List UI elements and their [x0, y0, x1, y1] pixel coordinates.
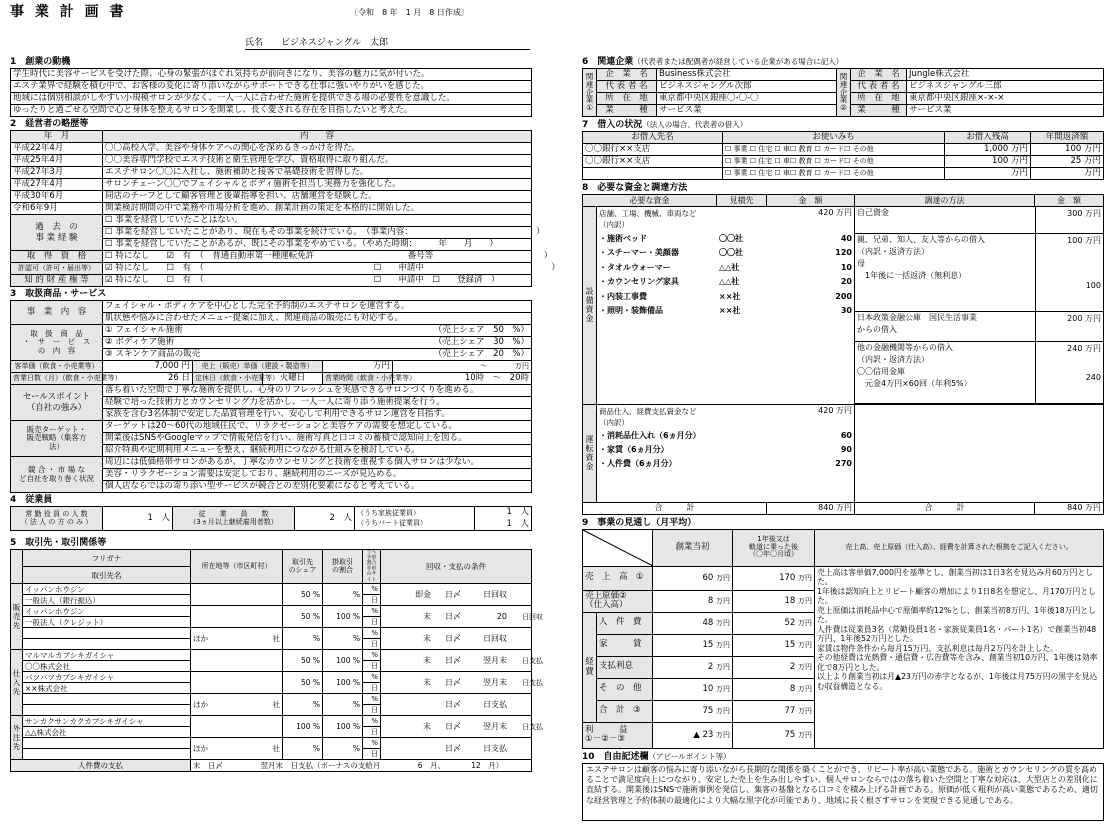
sales-point-1[interactable]: 落ち着いた空間で丁寧な施術を提供し、心身のリフレッシュを実感できるサロンづくりを進める。 [103, 385, 532, 397]
related-row [583, 69, 1104, 81]
past-option-3[interactable]: ☐ 事業を経営していたことがあるが、既にその事業をやめている。（やめた時期： 年 月 ） [103, 239, 532, 251]
bill-days[interactable]: 日 [363, 661, 381, 672]
partner-address[interactable] [191, 716, 283, 738]
bill-ratio[interactable]: % [363, 650, 381, 661]
partner-name[interactable]: △△株式会社 [23, 727, 191, 738]
equipment-item[interactable]: ・カウンセリング家具 △△社 20 [599, 277, 852, 287]
partner-cash-ratio[interactable]: % [323, 628, 363, 650]
officer-count[interactable]: 1 人 [103, 507, 173, 531]
career-row [11, 143, 532, 155]
section-7-note: （法人の場合、代表者の借入） [642, 120, 748, 129]
operating-total[interactable]: 420 万円 [818, 405, 852, 415]
partner-conditions[interactable]: 日〆 日支払 [381, 694, 532, 716]
partner-conditions[interactable]: 末 日〆 翌月末 日支払 [381, 672, 532, 694]
unit-price-label: 客単価（飲食・小売業等） [11, 361, 103, 373]
funding-total-label: 合 計 [855, 502, 1035, 514]
career-content[interactable]: 〇〇高校入学。美容や身体ケアへの関心を深めるきっかけを得た。 [103, 143, 532, 155]
funding-method-amount[interactable]: 100 万円 100 [1035, 233, 1103, 311]
license-field[interactable]: ☐ 特になし ☑ 有 （ 普通自動車第一種運転免許 番号等 ） [103, 251, 532, 263]
sales-point-3[interactable]: 家族を含む3名体制で安定した品質管理を行い、安心して利用できるサロン運営を目指す。 [103, 409, 532, 421]
partner-address[interactable] [191, 650, 283, 672]
partner-address[interactable]: ほか 社 [191, 628, 283, 650]
col-kana: フリガナ [23, 550, 191, 567]
loan-purpose-checkboxes[interactable]: ☐ 事業 ☐ 住宅 ☐ 車☐ 教育 ☐ カード☐ その他 [723, 168, 945, 180]
related-company-1-value[interactable]: サービス業 [657, 105, 837, 117]
partner-row [11, 716, 532, 727]
funding-method-row [855, 207, 1103, 233]
col-purpose: お使いみち [723, 132, 945, 144]
funding-method-amount[interactable]: 200 万円 [1035, 311, 1103, 341]
funding-total[interactable]: 840 万円 [1035, 502, 1104, 514]
loans-table [582, 131, 1104, 180]
officer-count-label: 常 勤 役 員 の 人 数 （ 法 人 の 方 の み ） [11, 507, 103, 531]
related-company-1-value[interactable]: Business株式会社 [657, 69, 837, 81]
outlook-row [583, 566, 1104, 590]
partner-group-label: 外 注 先 [11, 716, 23, 760]
outlook-initial-value[interactable]: 15 万円 [653, 634, 733, 656]
operating-funds-label: 運 転 資 金 [583, 404, 597, 502]
section-6-title: 6 関連企業（代表者または配偶者が経営している企業がある場合に記入） [582, 57, 844, 67]
related-company-2-value[interactable]: Jungle株式会社 [907, 69, 1104, 81]
competition-2[interactable]: 美容・リラクゼーション需要は安定しており、継続利用のニーズが見込める。 [103, 469, 532, 481]
career-row [11, 179, 532, 191]
col-amount: 金 額 [767, 195, 855, 207]
payroll-label: 人件費の支払 [11, 760, 191, 772]
career-row [11, 191, 532, 203]
col-repay: 年間返済額 [1031, 132, 1104, 144]
loan-lender[interactable]: 〇〇銀行××支店 [583, 156, 723, 168]
partner-row [11, 628, 532, 639]
partner-name[interactable] [23, 749, 191, 760]
col-amount2: 金 額 [1035, 195, 1104, 207]
outlook-item-label: 利 益 ①－②－③ [583, 722, 653, 748]
motive-line[interactable]: 地域には個別相談がしやすい小規模サロンが少なく、一人一人に合わせた施術を提供できる場の必要性を意識した。 [11, 93, 532, 105]
partner-row [11, 650, 532, 661]
goal-value[interactable]: 万円 [323, 361, 393, 373]
partner-row [11, 694, 532, 705]
partner-cash-ratio[interactable]: % [323, 584, 363, 606]
col-partner-name: 取引先名 [23, 567, 191, 584]
section-2-title: 2 経営者の略歴等 [10, 119, 89, 129]
outlook-after-value[interactable]: 15 万円 [733, 634, 815, 656]
related-company-2-value[interactable]: サービス業 [907, 105, 1104, 117]
equipment-total[interactable]: 420 万円 [818, 208, 852, 217]
partner-corner [11, 550, 23, 584]
career-content[interactable]: 開業検討期間の中で業務や市場分析を進め、創業計画の策定を本格的に開始した。 [103, 203, 532, 215]
outlook-item-label: 売上原価② （仕入高） [583, 590, 653, 612]
partner-conditions[interactable]: 末 日〆 20 日回収 [381, 606, 532, 628]
ip-label: 知 的 財 産 権 等 [11, 275, 103, 287]
career-year[interactable]: 平成22年4月 [11, 143, 103, 155]
bill-ratio[interactable]: % [363, 584, 381, 595]
career-content[interactable]: 〇〇美容専門学校でエステ技術と衛生管理を学び、資格取得に取り組んだ。 [103, 155, 532, 167]
free-description[interactable]: エステサロンは顧客の悩みに寄り添いながら長期的な関係を築くことができ、リピート率が高い業態である。施術とカウンセリングの質を高めることで満足度向上につながり、安定した売上を生み出しやすい。個人サロンならではの落ち着いた空間と丁寧な対応は、大型店との差別化に直結する。開業後はSNSで施術事例を発信し、集客の基盤となる口コミを積み上げる計画である。原価が低く粗利が高い業態であるため、適切な経営管理と予約体制の最適化により大幅な黒字化が可能であり、地域に長く根ざすサロンを実現できる見通しである。 [582, 763, 1104, 821]
right-column [582, 56, 1104, 821]
section-7-title: 7 借入の状況（法人の場合、代表者の借入） [582, 120, 748, 130]
equipment-item[interactable]: ・照明・装飾備品 ××社 30 [599, 306, 852, 316]
applicant-name-line [245, 38, 530, 50]
col-bill: うち手形割合 手形のサイト [363, 550, 381, 584]
outlook-item-label: そ の 他 [597, 678, 653, 700]
partner-kana[interactable]: サンカクサンカクカブシキガイシャ [23, 716, 191, 727]
goal-label: 売上（販売）単価（建設・製造等） [193, 361, 323, 373]
target-3[interactable]: 紹介特典や定期利用メニューを整え、継続利用につながる仕組みを検討している。 [103, 445, 532, 457]
section-8-title: 8 必要な資金と調達方法 [582, 183, 688, 193]
funding-method-text[interactable]: 他の金融機関等からの借入 （内訳・返済方法） 〇〇信用金庫 元金4万円×60回（年利5%） [855, 341, 1035, 403]
partner-kana[interactable]: バツバツカブシキガイシャ [23, 672, 191, 683]
section-9-title: 9 事業の見通し（月平均） [582, 517, 697, 528]
partner-name[interactable] [23, 705, 191, 716]
permit-field[interactable]: ☑ 特になし ☐ 有 （ ☐ 申請中 ） [103, 263, 532, 275]
loan-annual-repayment[interactable]: 万円 [1031, 168, 1104, 180]
partner-share[interactable]: % [283, 738, 323, 760]
left-column [10, 56, 560, 772]
outlook-table [582, 529, 1104, 749]
col-basis: 売上高、売上原価（仕入高）、経費を計算された根拠をご記入ください。 [815, 529, 1104, 566]
bill-ratio[interactable]: % [363, 738, 381, 749]
outlook-after-value[interactable]: 75 万円 [733, 722, 815, 748]
partner-row [11, 584, 532, 595]
col-cash: 掛取引 の割合 [323, 550, 363, 584]
outlook-after-value[interactable]: 170 万円 [733, 566, 815, 590]
ip-field[interactable]: ☑ 特になし ☐ 有 （ ☐ 申請中 ☐ 登録済 ） [103, 275, 532, 287]
related-field-label: 代 表 者 名 [851, 81, 907, 93]
funding-methods-box [855, 207, 1104, 405]
loan-lender[interactable] [583, 168, 723, 180]
bill-ratio[interactable]: % [363, 716, 381, 727]
section-3-title: 3 取扱商品・サービス [10, 289, 107, 299]
col-lender: お借入先名 [583, 132, 723, 144]
sales-point-2[interactable]: 経験で培った技術力とカウンセリング力を活かし、一人一人に寄り添う施術提案を行う。 [103, 397, 532, 409]
related-field-label: 業 種 [597, 105, 657, 117]
business-line-2[interactable]: 肌状態や悩みに合わせたメニュー提案に加え、関連商品の販売にも対応する。 [103, 313, 532, 325]
bill-days[interactable]: 日 [363, 683, 381, 694]
applicant-name[interactable]: ビジネスジャングル 太郎 [281, 38, 389, 48]
holiday-value[interactable]: 火曜日 [263, 373, 323, 385]
partner-share[interactable]: 100 % [283, 716, 323, 738]
outlook-after-value[interactable]: 52 万円 [733, 612, 815, 634]
outlook-item-label: 合 計 ③ [597, 700, 653, 722]
competition-3[interactable]: 個人店ならではの寄り添い型サービスが競合との差別化要素になると考えている。 [103, 481, 532, 493]
partner-share[interactable]: % [283, 694, 323, 716]
partner-cash-ratio[interactable]: 100 % [323, 672, 363, 694]
col-content: 内 容 [103, 131, 532, 143]
related-field-label: 所 在 地 [851, 93, 907, 105]
career-content[interactable]: エステサロン〇〇に入社し、施術補助と接客で基礎技術を習得した。 [103, 167, 532, 179]
bill-ratio[interactable]: % [363, 628, 381, 639]
partner-row [11, 606, 532, 617]
funding-method-text[interactable]: 日本政策金融公庫 国民生活事業 からの借入 [855, 311, 1035, 341]
related-field-label: 業 種 [851, 105, 907, 117]
partner-conditions[interactable]: 日〆 日支払 [381, 738, 532, 760]
creation-date: 〔令和 8 年 1 月 8 日作成〕 [350, 8, 469, 17]
related-company-1-value[interactable]: 東京都中央区銀座〇-〇-〇 [657, 93, 837, 105]
outlook-item-label: 人 件 費 [597, 612, 653, 634]
motive-line[interactable]: エステ業界で経験を積む中で、お客様の変化に寄り添いながらサポートできる仕事に強いやりがいを感じた。 [11, 81, 532, 93]
needs-total-label: 合 計 [583, 502, 767, 514]
bill-days[interactable]: 日 [363, 595, 381, 606]
partner-name[interactable]: 一般法人（クレジット） [23, 617, 191, 628]
col-method: 調達の方法 [855, 195, 1035, 207]
employees-table [10, 506, 532, 531]
partner-kana[interactable] [23, 738, 191, 749]
related-company-2-value[interactable]: ビジネスジャングル三郎 [907, 81, 1104, 93]
partner-cash-ratio[interactable]: 100 % [323, 606, 363, 628]
funding-method-amount[interactable]: 300 万円 [1035, 207, 1103, 233]
partner-address[interactable]: ほか 社 [191, 738, 283, 760]
outlook-basis[interactable]: 売上高は客単価7,000円を基準とし、創業当初は1日3名を見込み月60万円とした。 1年後は認知向上とリピート顧客の増加により1日8名を想定し、月170万円とした。 売上原価は消耗品中心で原価率約12%とし、創業当初8万円、1年後18万円とした。 人件費は従業員3名（常勤役員1名・家族従業員1名・パート1名）で創業当初48万円、1年後52万円とした。 家賃は物件条件から毎月15万円、支払利息は毎月2万円を計上した。 その他経費は光熱費・通信費・広告費等を含み、創業当初10万円、1年後は効率化で8万円とした。 以上より創業当初は月▲23万円の赤字となるが、1年後は月75万円の黒字を見込む収益構造となる。 [815, 566, 1104, 748]
equipment-head: 店舗、工場、機械、車両など （内訳） [599, 209, 697, 230]
equipment-funds-label: 設 備 資 金 [583, 207, 597, 405]
operating-head: 商品仕入、経費支払資金など （内訳） [599, 406, 697, 427]
partner-name[interactable]: ××株式会社 [23, 683, 191, 694]
partner-conditions[interactable]: 末 日〆 日回収 [381, 628, 532, 650]
bill-days[interactable]: 日 [363, 727, 381, 738]
loan-row [583, 168, 1104, 180]
target-label: 販売ターゲット・ 販売戦略（集客方 法） [11, 421, 103, 457]
partner-share[interactable]: 50 % [283, 606, 323, 628]
sales-point-label: セールスポイント （自社の強み） [11, 385, 103, 421]
partner-conditions[interactable]: 即金 日〆 日回収 [381, 584, 532, 606]
career-year[interactable]: 平成25年4月 [11, 155, 103, 167]
products-table [10, 300, 532, 493]
business-days-value[interactable]: 26 日 [103, 373, 193, 385]
funding-method-row [855, 233, 1103, 311]
section-4-title: 4 従業員 [10, 495, 53, 505]
partner-cash-ratio[interactable]: % [323, 694, 363, 716]
bill-days[interactable]: 日 [363, 617, 381, 628]
career-year[interactable]: 令和6年9月 [11, 203, 103, 215]
loan-annual-repayment[interactable]: 100 万円 [1031, 144, 1104, 156]
col-estimate: 見積先 [717, 195, 767, 207]
career-year[interactable]: 平成27年3月 [11, 167, 103, 179]
employee-breakdown-labels: （うち家族従業員） （うちパート従業員） [355, 507, 475, 531]
partner-cash-ratio[interactable]: % [323, 738, 363, 760]
career-content[interactable]: 同店のチーフとして顧客管理と後輩指導を担い、店舗運営を経験した。 [103, 191, 532, 203]
funding-method-row [855, 311, 1103, 341]
partner-row [11, 738, 532, 749]
partner-name[interactable]: 〇〇株式会社 [23, 661, 191, 672]
equipment-item[interactable]: ・施術ベッド 〇〇社 40 [599, 233, 852, 243]
career-row [11, 155, 532, 167]
motive-table [10, 68, 532, 117]
target-2[interactable]: 開業後はSNSやGoogleマップで情報発信を行い、施術写真と口コミの蓄積で認知向上を図る。 [103, 433, 532, 445]
loan-balance[interactable]: 100 万円 [945, 156, 1031, 168]
partner-address[interactable] [191, 672, 283, 694]
partner-name[interactable]: 一般法人（銀行振込） [23, 595, 191, 606]
related-company-2-value[interactable]: 東京都中央区銀座×-×-× [907, 93, 1104, 105]
outlook-initial-value[interactable]: ▲ 23 万円 [653, 722, 733, 748]
career-row [11, 203, 532, 215]
career-year[interactable]: 平成27年4月 [11, 179, 103, 191]
holiday-label: 定休日（飲食・小売業等） [193, 373, 263, 385]
col-address: 所在地等（市区町村） [191, 550, 283, 584]
equipment-item[interactable]: ・タオルウォーマー △△社 10 [599, 262, 852, 272]
partner-address[interactable] [191, 606, 283, 628]
col-share: 取引先 のシェア [283, 550, 323, 584]
funding-method-amount[interactable]: 240 万円 240 [1035, 341, 1103, 403]
outlook-initial-value[interactable]: 10 万円 [653, 678, 733, 700]
unit-price-value[interactable]: 7,000 円 [103, 361, 193, 373]
operating-item[interactable]: ・家賃（6ヵ月分） 90 [599, 445, 852, 455]
partners-table [10, 549, 543, 772]
past-experience-label: 過 去 の 事 業 経 験 [11, 215, 103, 251]
loan-balance[interactable]: 万円 [945, 168, 1031, 180]
partner-conditions[interactable]: 末 日〆 翌月末 日支払 [381, 650, 532, 672]
loan-row [583, 144, 1104, 156]
section-10-title: 10 自由記述欄（アピールポイント等） [582, 751, 731, 762]
bill-days[interactable]: 日 [363, 639, 381, 650]
outlook-item-label: 家 賃 [597, 634, 653, 656]
item-1[interactable]: ① フェイシャル施術 （売上シェア 50 %） [103, 325, 532, 337]
outlook-after-value[interactable]: 8 万円 [733, 678, 815, 700]
page-title: 事 業 計 画 書 [10, 4, 127, 20]
outlook-initial-value[interactable]: 60 万円 [653, 566, 733, 590]
partner-kana[interactable]: マルマルカブシキガイシャ [23, 650, 191, 661]
motive-line[interactable]: ゆったりと過ごせる空間で心と身体を整えるサロンを開業し、長く愛される存在を目指したいと考えた。 [11, 105, 532, 117]
partner-group-label: 販 売 先 [11, 584, 23, 650]
section-5-title: 5 取引先・取引関係等 [10, 538, 107, 548]
outlook-initial-value[interactable]: 8 万円 [653, 590, 733, 612]
equipment-funds-box [597, 207, 855, 405]
loan-annual-repayment[interactable]: 25 万円 [1031, 156, 1104, 168]
loan-lender[interactable]: 〇〇銀行××支店 [583, 144, 723, 156]
loan-purpose-checkboxes[interactable]: ☐ 事業 ☐ 住宅 ☐ 車☐ 教育 ☐ カード☐ その他 [723, 144, 945, 156]
business-line-1[interactable]: フェイシャル・ボディケアを中心とした完全予約制のエステサロンを運営する。 [103, 301, 532, 313]
employee-count-label: 従 業 員 数 （3ヵ月以上継続雇用者数） [173, 507, 295, 531]
bill-ratio[interactable]: % [363, 606, 381, 617]
funding-method-text[interactable]: 親、兄弟、知人、友人等からの借入 （内訳・返済方法） 母 1年後に一括返済（無利息） [855, 233, 1035, 311]
operating-item[interactable]: ・消耗品仕入れ（6ヵ月分） 60 [599, 431, 852, 441]
section-10-note: （アピールポイント等） [648, 751, 731, 761]
outlook-after-value[interactable]: 18 万円 [733, 590, 815, 612]
career-table [10, 130, 560, 287]
items-label: 取 扱 商 品 ・ サ ー ビ ス の 内 容 [11, 325, 103, 361]
partner-kana[interactable] [23, 694, 191, 705]
funding-blank [855, 404, 1104, 502]
item-2[interactable]: ② ボディケア施術 （売上シェア 30 %） [103, 337, 532, 349]
related-field-label: 所 在 地 [597, 93, 657, 105]
outlook-initial-value[interactable]: 2 万円 [653, 656, 733, 678]
loan-row [583, 156, 1104, 168]
col-balance: お借入残高 [945, 132, 1031, 144]
partner-cash-ratio[interactable]: 100 % [323, 716, 363, 738]
partner-address[interactable]: ほか 社 [191, 694, 283, 716]
operating-funds-box [597, 404, 855, 502]
related-company-1-label: 関 連 企 業 ① [583, 69, 597, 117]
partner-group-label: 仕 入 先 [11, 650, 23, 716]
related-field-label: 代 表 者 名 [597, 81, 657, 93]
outlook-initial-value[interactable]: 75 万円 [653, 700, 733, 722]
funding-method-row [855, 341, 1103, 403]
related-field-label: 企 業 名 [851, 69, 907, 81]
col-year: 年 月 [11, 131, 103, 143]
loan-balance[interactable]: 1,000 万円 [945, 144, 1031, 156]
col-need: 必要な資金 [583, 195, 717, 207]
motive-line[interactable]: 学生時代に美容サービスを受けた際、心身の緊張がほぐれ気持ちが前向きになり、美容の魅力に気が付いた。 [11, 69, 532, 81]
outlook-item-label: 売 上 高 ① [583, 566, 653, 590]
bill-ratio[interactable]: % [363, 672, 381, 683]
target-1[interactable]: ターゲットは20～60代の地域住民で、リラクゼーションと美容ケアの需要を想定している。 [103, 421, 532, 433]
area-value[interactable]: ～ 万円 [393, 361, 532, 373]
equipment-item[interactable]: ・スチーマー・美顔器 〇〇社 120 [599, 248, 852, 258]
partner-share[interactable]: 50 % [283, 672, 323, 694]
partner-share[interactable]: 50 % [283, 584, 323, 606]
outlook-initial-value[interactable]: 48 万円 [653, 612, 733, 634]
employee-breakdown-values[interactable]: 1 人 1 人 [475, 507, 532, 531]
funding-method-text[interactable]: 自己資金 [855, 207, 1035, 233]
section-1-title: 1 創業の動機 [10, 57, 71, 67]
outlook-corner [583, 529, 653, 566]
bill-days[interactable]: 日 [363, 705, 381, 716]
partner-share[interactable]: 50 % [283, 650, 323, 672]
loan-purpose-checkboxes[interactable]: ☐ 事業 ☐ 住宅 ☐ 車☐ 教育 ☐ カード☐ その他 [723, 156, 945, 168]
partner-address[interactable] [191, 584, 283, 606]
hours-label: 営業時間（飲食・小売業等） [323, 373, 393, 385]
partner-kana[interactable] [23, 628, 191, 639]
permit-label: 許認可（許可・届出等） [11, 263, 103, 275]
name-label: 氏名 [245, 38, 264, 48]
partner-kana[interactable]: イッパンホウジン [23, 606, 191, 617]
outlook-after-value[interactable]: 77 万円 [733, 700, 815, 722]
outlook-item-label: 支払利息 [597, 656, 653, 678]
related-company-2-label: 関 連 企 業 ② [837, 69, 851, 117]
col-conditions: 回収・支払の条件 [381, 550, 532, 584]
related-companies-table [582, 68, 1104, 117]
business-content-label: 事 業 内 容 [11, 301, 103, 325]
expenses-label: 経 費 [583, 612, 597, 722]
career-content[interactable]: サロンチェーン〇〇でフェイシャルとボディ施術を担当し実務力を強化した。 [103, 179, 532, 191]
career-year[interactable]: 平成30年6月 [11, 191, 103, 203]
col-after: 1年後又は 軌道に乗った後 （〇年〇月頃） [733, 529, 815, 566]
col-initial: 創業当初 [653, 529, 733, 566]
past-option-1[interactable]: ☐ 事業を経営していたことはない。 [103, 215, 532, 227]
operating-item[interactable]: ・人件費（6ヵ月分） 270 [599, 459, 852, 469]
competition-1[interactable]: 周辺には低価格帯サロンがあるが、丁寧なカウンセリングと技術を重視する個人サロンは少ない。 [103, 457, 532, 469]
bill-days[interactable]: 日 [363, 749, 381, 760]
bill-ratio[interactable]: % [363, 694, 381, 705]
partner-share[interactable]: % [283, 628, 323, 650]
funds-table [582, 194, 1104, 515]
partner-name[interactable] [23, 639, 191, 650]
partner-conditions[interactable]: 末 日〆 翌月末 日支払 [381, 716, 532, 738]
partner-row [11, 672, 532, 683]
equipment-item[interactable]: ・内装工事費 ××社 200 [599, 291, 852, 301]
license-label: 取 得 資 格 [11, 251, 103, 263]
employee-count[interactable]: 2 人 [295, 507, 355, 531]
related-field-label: 企 業 名 [597, 69, 657, 81]
outlook-after-value[interactable]: 2 万円 [733, 656, 815, 678]
needs-total[interactable]: 840 万円 [767, 502, 855, 514]
hours-value[interactable]: 10時 ～ 20時 [393, 373, 532, 385]
section-6-note: （代表者または配偶者が経営している企業がある場合に記入） [633, 57, 844, 66]
related-company-1-value[interactable]: ビジネスジャングル次郎 [657, 81, 837, 93]
partner-kana[interactable]: イッパンホウジン [23, 584, 191, 595]
past-option-2[interactable]: ☐ 事業を経営していたことがあり、現在もその事業を続けている。 （事業内容： ） [103, 227, 532, 239]
career-row [11, 167, 532, 179]
partner-cash-ratio[interactable]: 100 % [323, 650, 363, 672]
competition-label: 競 合 ・ 市 場 な ど自社を取り巻く状況 [11, 457, 103, 493]
business-days-label: 営業日数（月）（飲食・小売業等） [11, 373, 103, 385]
item-3[interactable]: ③ スキンケア商品の販売 （売上シェア 20 %） [103, 349, 532, 361]
payroll-terms[interactable]: 末 日〆 翌月末 日支払（ボーナスの支給月 6 月、 12 月） [191, 760, 532, 772]
